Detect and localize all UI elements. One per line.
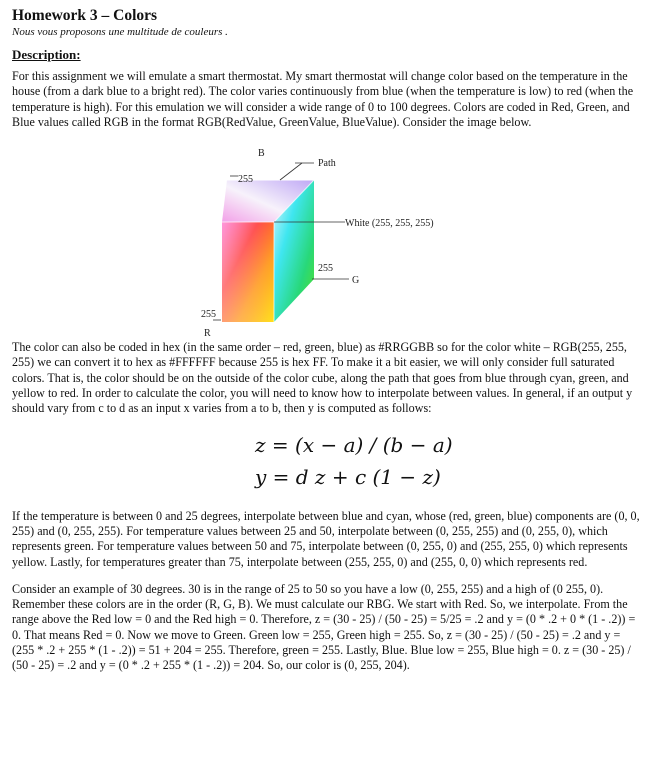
axis-g-255-label: 255 [318,263,333,275]
homework-page [12,6,640,674]
axis-r-label: R [204,328,211,340]
intro-paragraph: For this assignment we will emulate a smart thermostat. My smart thermostat will change color based on the temperature in the house (from a dark blue to a bright red). The color varies continuously from blue (when the temperature is low) to red (when the temperature is high). For this emulation we will consider a wide range of 0 to 100 degrees. Colors are coded in Red, Green, and Blue values called RGB in the format RGB(RedValue, GreenValue, BlueValue). Consider the image below. [12,69,634,129]
example-paragraph: Consider an example of 30 degrees. 30 is in the range of 25 to 50 so you have a low (0, 255, 255) and a high of (0 255, 0). Remember these colors are in the order (R, G, B). We must calculate our RBG. We start with Red. So, we interpolate. From the range above the Red low = 0 and the Red high = 0. Therefore, z = (30 - 25) / (50 - 25) = 5/25 = .2 and y = (0 * .2 + 0 * (1 - .2)) = 0. That means Red = 0. Now we move to Green. Green low = 255, Green high = 255. So, z = (30 - 25) / (50 - 25) = .2 and y = (255 * .2 + 255 * (1 - .2)) = 51 + 204 = 255. Therefore, green = 255. Lastly, Blue. Blue low = 255, Blue high = 0. z = (30 - 25) / (50 - 25) = .2 and y = (0 * .2 + 255 * (1 - .2)) = 204. So, our color is (0, 255, 204). [12,581,636,673]
equations-block [12,417,640,495]
page-title: Homework 3 – Colors [12,7,158,24]
page-subtitle: Nous vous proposons une multitude de couleurs . [12,26,228,38]
ranges-paragraph: If the temperature is between 0 and 25 degrees, interpolate between blue and cyan, whose (red, green, blue) components are (0, 0, 255) and (0, 255, 255). For temperature values between 25 and 50, interpolate between (0, 255, 255) and (0, 255, 0), which represents green. For temperature values between 50 and 75, interpolate between (0, 255, 0) and (255, 255, 0) which represents yellow. Lastly, for temperatures greater than 75, interpolate between (255, 255, 0) and (255, 0, 0) which represents red. [12,508,640,569]
axis-b-label: B [258,148,265,160]
z-equation: z = (x − a) / (b − a) [255,432,453,457]
y-equation: y = d z + c (1 − z) [255,464,441,489]
rgb-cube-svg [12,142,640,340]
axis-b-255-label: 255 [238,174,253,186]
hex-paragraph: The color can also be coded in hex (in the same order – red, green, blue) as #RRGGBB so for the color white – RGB(255, 255, 255) we can convert it to hex as #FFFFFF because 255 is hex FF. To make it a bit easier, we will only consider full saturated colors. That is, the color should be on the outside of the color cube, along the path that goes from blue through cyan, green, and yellow to red. In order to calculate the color, you will need to know how to interpolate between values. In general, if an output y should vary from c to d as an input x varies from a to b, then y is computed as follows: [12,340,633,416]
white-label: White (255, 255, 255) [345,218,434,230]
rgb-cube-figure [12,142,640,340]
path-label: Path [318,158,336,170]
description-heading: Description: [12,47,81,62]
axis-g-label: G [352,275,360,287]
axis-r-255-label: 255 [201,309,216,321]
